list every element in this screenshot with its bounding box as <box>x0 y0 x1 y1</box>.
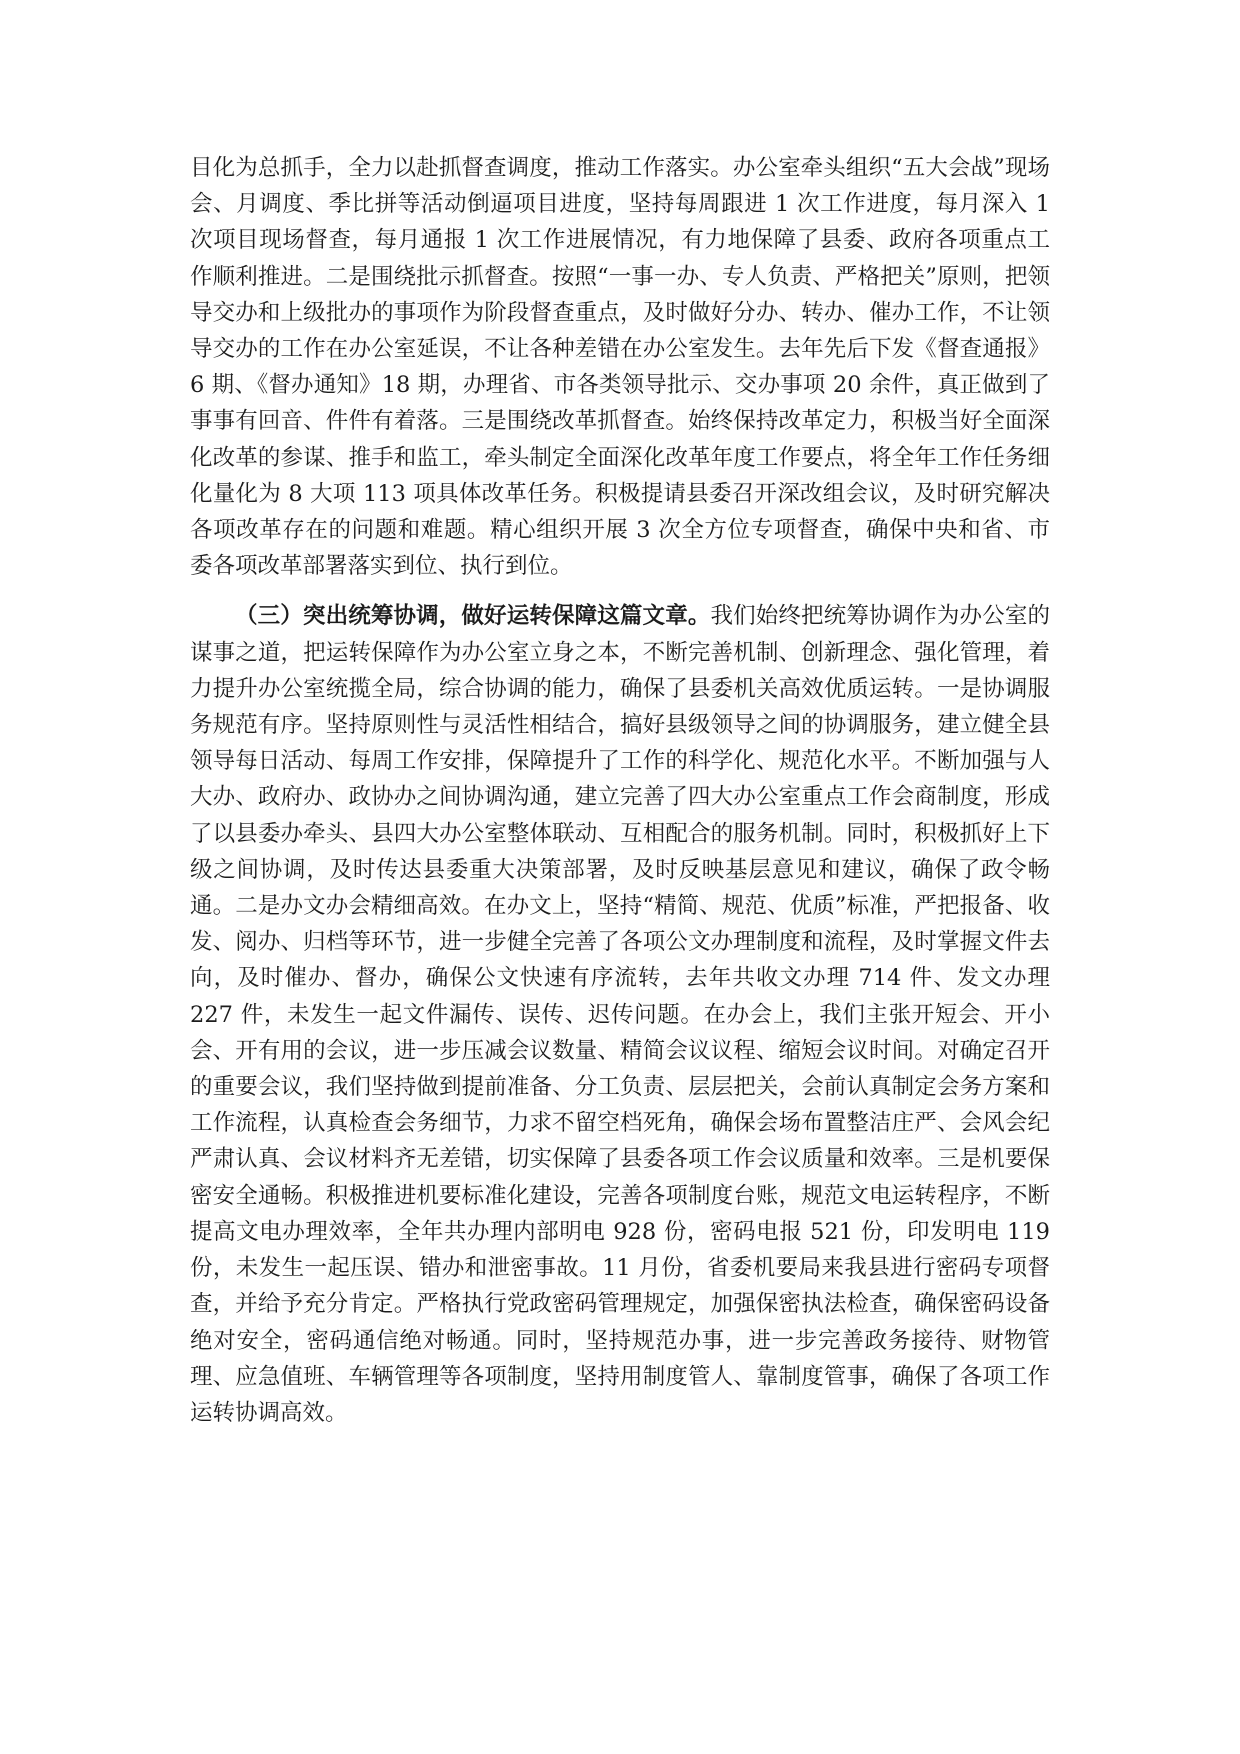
paragraph-continuation: 目化为总抓手，全力以赴抓督查调度，推动工作落实。办公室牵头组织“五大会战”现场会、月调度、季比拼等活动倒逼项目进度，坚持每周跟进 1 次工作进度，每月深入 1 次项目现场督查，每月通报 1 次工作进展情况，有力地保障了县委、政府各项重点工作顺利推进。二是围绕批示抓督查。按照“一事一办、专人负责、严格把关”原则，把领导交办和上级批办的事项作为阶段督查重点，及时做好分办、转办、催办工作，不让领导交办的工作在办公室延误，不让各种差错在办公室发生。去年先后下发《督查通报》6 期、《督办通知》18 期，办理省、市各类领导批示、交办事项 20 余件，真正做到了事事有回音、件件有着落。三是围绕改革抓督查。始终保持改革定力，积极当好全面深化改革的参谋、推手和监工，牵头制定全面深化改革年度工作要点，将全年工作任务细化量化为 8 大项 113 项具体改革任务。积极提请县委召开深改组会议，及时研究解决各项改革存在的问题和难题。精心组织开展 3 次全方位专项督查，确保中央和省、市委各项改革部署落实到位、执行到位。 <box>190 155 1050 580</box>
section-three-body: 我们始终把统筹协调作为办公室的谋事之道，把运转保障作为办公室立身之本，不断完善机制、创新理念、强化管理，着力提升办公室统揽全局，综合协调的能力，确保了县委机关高效优质运转。一是协调服务规范有序。坚持原则性与灵活性相结合，搞好县级领导之间的协调服务，建立健全县领导每日活动、每周工作安排，保障提升了工作的科学化、规范化水平。不断加强与人大办、政府办、政协办之间协调沟通，建立完善了四大办公室重点工作会商制度，形成了以县委办牵头、县四大办公室整体联动、互相配合的服务机制。同时，积极抓好上下级之间协调，及时传达县委重大决策部署，及时反映基层意见和建议，确保了政令畅通。二是办文办会精细高效。在办文上，坚持“精简、规范、优质”标准，严把报备、收发、阅办、归档等环节，进一步健全完善了各项公文办理制度和流程，及时掌握文件去向，及时催办、督办，确保公文快速有序流转，去年共收文办理 714 件、发文办理 227 件，未发生一起文件漏传、误传、迟传问题。在办会上，我们主张开短会、开小会、开有用的会议，进一步压减会议数量、精简会议议程、缩短会议时间。对确定召开的重要会议，我们坚持做到提前准备、分工负责、层层把关，会前认真制定会务方案和工作流程，认真检查会务细节，力求不留空档死角，确保会场布置整洁庄严、会风会纪严肃认真、会议材料齐无差错，切实保障了县委各项工作会议质量和效率。三是机要保密安全通畅。积极推进机要标准化建设，完善各项制度台账，规范文电运转程序，不断提高文电办理效率，全年共办理内部明电 928 份，密码电报 521 份，印发明电 119 份，未发生一起压误、错办和泄密事故。11 月份，省委机要局来我县进行密码专项督查，并给予充分肯定。严格执行党政密码管理规定，加强保密执法检查，确保密码设备绝对安全，密码通信绝对畅通。同时，坚持规范办事，进一步完善政务接待、财物管理、应急值班、车辆管理等各项制度，坚持用制度管人、靠制度管事，确保了各项工作运转协调高效。 <box>190 603 1050 1426</box>
document-body <box>190 150 1050 1431</box>
section-heading-three: （三）突出统筹协调，做好运转保障这篇文章。 <box>235 603 711 630</box>
paragraph-section-three <box>190 598 1050 1431</box>
